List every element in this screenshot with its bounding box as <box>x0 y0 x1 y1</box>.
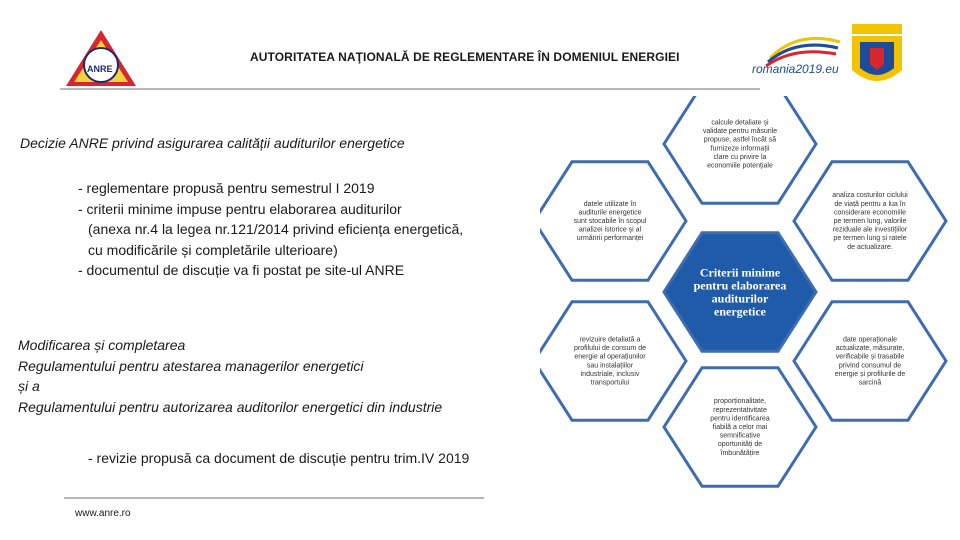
hexagon-center <box>664 233 816 351</box>
header-divider <box>60 88 760 90</box>
hexagon-text-line: auditurile energetice <box>578 209 642 217</box>
hexagon-text-line: reziduale ale investițiilor <box>832 226 908 234</box>
hexagon-shape <box>794 302 946 420</box>
hexagon-text-line: îmbunătățire <box>720 449 760 457</box>
regulation-note: - revizie propusă ca document de discuție pentru trim.IV 2019 <box>88 450 470 466</box>
hexagon-text-line: propuse, astfel încât să <box>703 136 777 144</box>
hexagon-text-line: verificabile și trasabile <box>835 353 905 361</box>
hexagon-text-line: de actualizare. <box>847 243 893 251</box>
hexagon-text-line: date operaționale <box>842 336 898 344</box>
anre-logo <box>64 28 138 88</box>
hexagon-text-line: furnizeze informații <box>710 145 770 153</box>
hexagon-text-line: urmăririi performanței <box>576 235 644 243</box>
hexagon-text-line: pentru identificarea <box>710 415 770 423</box>
hexagon-text-line: industriale, inclusiv <box>580 370 640 378</box>
decision-item: - criterii minime impuse pentru elaborarea auditurilor <box>78 200 402 217</box>
hexagon-text-line: sunt stocabile în scopul <box>573 218 647 225</box>
hexagon-text-line: economiile potențiale <box>707 162 773 170</box>
hexagon-bottom <box>664 368 816 486</box>
hexagon-text-line: oportunități de <box>717 441 763 449</box>
criteria-hexagon-diagram <box>540 96 960 540</box>
decision-list <box>78 178 463 281</box>
hexagon-top <box>664 96 816 203</box>
hexagon-text-line: pe termen lung și ratele <box>833 235 907 243</box>
hexagon-text-line: fiabilă a celor mai <box>712 424 768 431</box>
hexagon-text-line: analizei istorice și al <box>578 226 642 234</box>
hexagon-text-line: sarcină <box>858 379 882 387</box>
hexagon-text-line: energie și profilurile de <box>834 370 906 378</box>
decision-item: - documentul de discuție va fi postat pe site-ul ANRE <box>78 262 405 278</box>
page-header-title: AUTORITATEA NAŢIONALĂ DE REGLEMENTARE ÎN DOMENIUL ENERGIEI <box>250 50 680 64</box>
regulation-line: Regulamentului pentru atestarea managerilor energetici <box>18 357 364 374</box>
decision-item: (anexa nr.4 la legea nr.121/2014 privind eficiența energetică, <box>88 221 464 237</box>
decision-title: Decizie ANRE privind asigurarea calității auditurilor energetice <box>20 135 405 151</box>
hexagon-text-line: privind consumul de <box>838 362 902 370</box>
anre-logo-text: ANRE <box>87 64 113 74</box>
decision-item: - reglementare propusă pentru semestrul I 2019 <box>78 180 375 196</box>
hexagon-upper-right <box>794 162 946 280</box>
hexagon-text-line: actualizate, măsurate, <box>835 345 905 353</box>
hexagon-shape <box>540 302 686 420</box>
hexagon-text-line: pentru elaborarea <box>693 278 787 293</box>
hexagon-text-line: energie al operațiunilor <box>574 353 646 361</box>
hexagon-text-line: de viață pentru a lua în <box>834 200 906 208</box>
regulation-line: Modificarea și completarea <box>18 337 186 353</box>
hexagon-text-line: pe termen lung, valorile <box>833 218 907 225</box>
hexagon-text-line: clare cu privire la <box>713 153 767 161</box>
hexagon-text-line: calcule detaliate și <box>711 119 769 127</box>
hexagon-text-line: proporționalitate, <box>713 398 767 406</box>
hexagon-text-line: datele utilizate în <box>583 200 637 208</box>
hexagon-text-line: semnificative <box>719 432 761 440</box>
regulation-line: Regulamentului pentru autorizarea auditorilor energetici din industrie <box>18 398 443 415</box>
romania2019-text: romania2019.eu <box>752 62 839 76</box>
hexagon-text-line: energetice <box>714 304 766 319</box>
hexagon-text-line: reprezentativitate <box>713 406 767 414</box>
regulation-line: și a <box>18 378 40 394</box>
hexagon-text-line: Criterii minime <box>699 265 781 280</box>
hexagon-text-line: analiza costurilor ciclului <box>832 192 908 200</box>
hexagon-text-line: auditurilor <box>711 291 769 306</box>
regulation-block <box>18 335 442 417</box>
decision-item: cu modificările și completările ulterioare) <box>88 241 338 258</box>
hexagon-text-line: transportului <box>590 379 630 387</box>
hexagon-lower-right <box>794 302 946 420</box>
hexagon-text-line: sau instalațiilor <box>586 362 634 370</box>
footer-divider <box>64 497 484 499</box>
hexagon-lower-left <box>540 302 686 420</box>
hexagon-upper-left <box>540 162 686 280</box>
hexagon-text-line: revizuire detaliată a <box>579 336 641 344</box>
hexagon-text-line: considerare economiile <box>834 209 906 217</box>
hexagon-text-line: profilului de consum de <box>574 345 646 353</box>
hexagon-text-line: validate pentru măsurile <box>702 128 778 136</box>
footer-url: www.anre.ro <box>75 508 131 519</box>
coat-of-arms-icon <box>848 24 906 92</box>
